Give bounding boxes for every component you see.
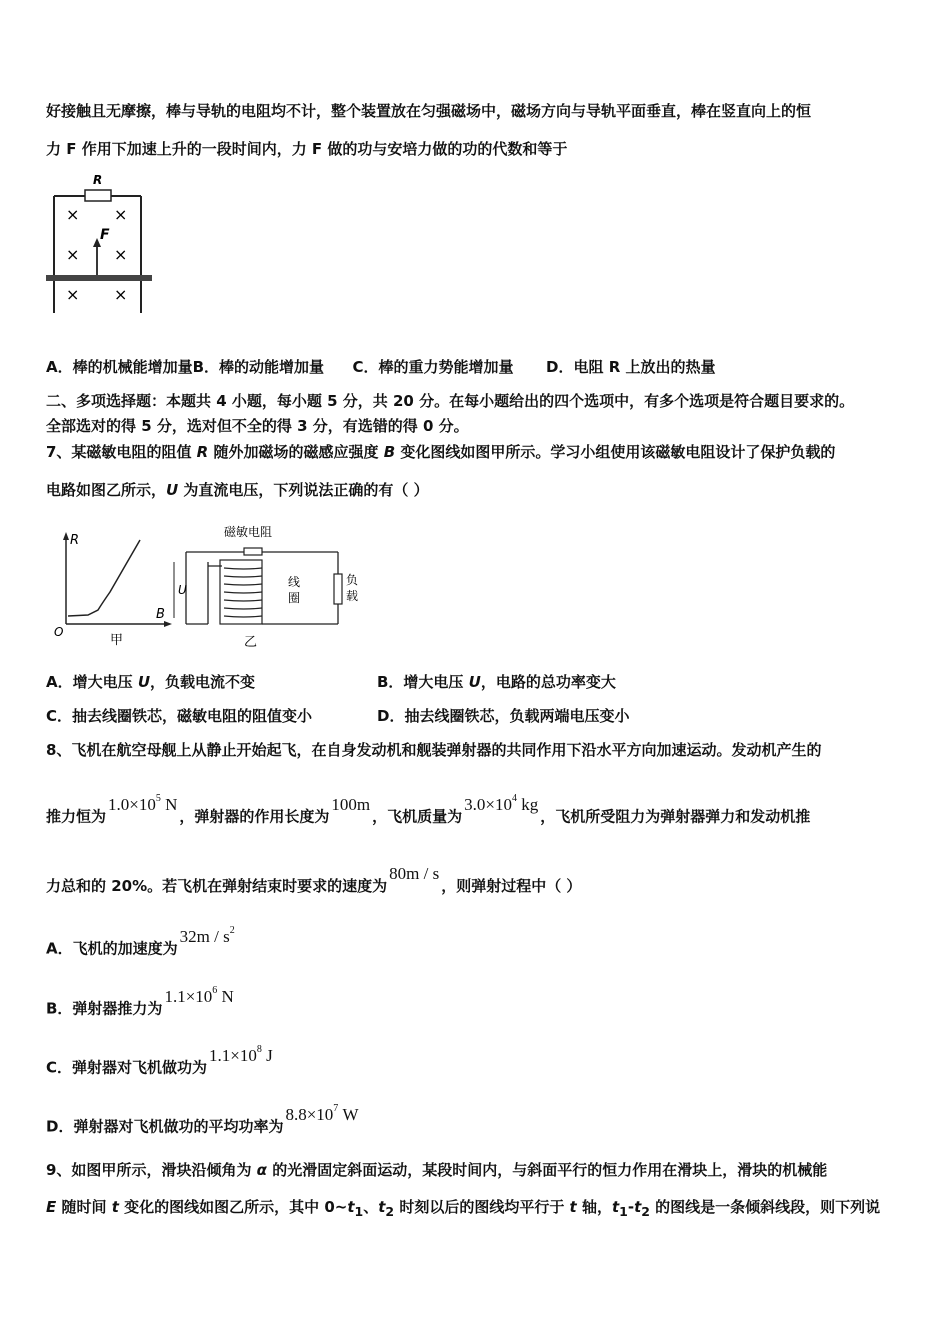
load-label: 载 (346, 589, 359, 603)
q8-text-line3: 力总和的 20%。若飞机在弹射结束时要求的速度为80m / s，则弹射过程中（ ） (46, 864, 582, 895)
voltage-label: U (178, 583, 187, 597)
q9-text-line1: 9、如图甲所示，滑块沿倾角为 α 的光滑固定斜面运动，某段时间内，与斜面平行的恒力作用在滑块上，滑块的机械能 (46, 1161, 828, 1179)
q6-option-a[interactable]: A．棒的机械能增加量 (46, 358, 193, 376)
q8-option-a[interactable]: A．飞机的加速度为$32m / s^2$ (46, 925, 235, 958)
graph-caption: 甲 (110, 633, 124, 648)
field-mark: × (66, 245, 80, 264)
force-label: F (100, 227, 110, 243)
field-mark: × (114, 245, 128, 264)
graph-x-axis-label: B (156, 607, 165, 622)
graph-y-axis-label: R (70, 533, 80, 548)
q8-option-c[interactable]: C．弹射器对飞机做功为$1.1\times 10^8$ J (46, 1044, 273, 1077)
section2-heading-line2: 全部选对的得 5 分，选对但不全的得 3 分，有选错的得 0 分。 (46, 417, 469, 435)
thrust-value: $1.0\times 10^5$ N (108, 793, 178, 814)
field-mark: × (66, 205, 80, 224)
coil-label: 圈 (288, 591, 301, 605)
field-mark: × (114, 285, 128, 304)
q8-text-line1: 8、飞机在航空母舰上从静止开始起飞，在自身发动机和舰装弹射器的共同作用下沿水平方向加速运动。发动机产生的 (46, 741, 822, 759)
section2-heading-line1: 二、多项选择题：本题共 4 小题，每小题 5 分，共 20 分。在每小题给出的四个选项中，有多个选项是符合题目要求的。 (46, 392, 855, 410)
length-value: 100m (331, 794, 371, 814)
q7-text-line1: 7、某磁敏电阻的阻值 R 随外加磁场的磁感应强度 B 变化图线如图甲所示。学习小组使用该磁敏电阻设计了保护负载的 (46, 443, 836, 461)
load-symbol (334, 574, 342, 604)
q9-text-line2: E 随时间 t 变化的图线如图乙所示，其中 $0\sim t_1$、$t_2$ 时刻以后的图线均平行于 t 轴，$t_1-t_2$ 的图线是一条倾斜线段，则下列说 (46, 1198, 881, 1219)
q7-option-c[interactable]: C．抽去线圈铁芯，磁敏电阻的阻值变小 (46, 707, 313, 725)
q6-text-line1: 好接触且无摩擦，棒与导轨的电阻均不计，整个装置放在匀强磁场中，磁场方向与导轨平面垂直，棒在竖直向上的恒 (46, 102, 812, 120)
coil-winding (208, 566, 262, 617)
field-mark: × (114, 205, 128, 224)
q7-text-line2: 电路如图乙所示，U 为直流电压，下列说法正确的有（ ） (46, 481, 429, 499)
q8-option-b[interactable]: B．弹射器推力为$1.1\times 10^6$ N (46, 985, 234, 1018)
q7-figure (48, 522, 368, 652)
metal-rod (46, 275, 152, 281)
field-mark: × (66, 285, 80, 304)
magnetoresistor-symbol (244, 548, 262, 555)
resistance-curve (68, 540, 140, 616)
graph-origin-label: O (54, 625, 64, 639)
q7-option-d[interactable]: D．抽去线圈铁芯，负载两端电压变小 (377, 707, 630, 725)
q6-text-line2: 力 F 作用下加速上升的一段时间内，力 F 做的功与安培力做的功的代数和等于 (46, 140, 568, 158)
q6-option-d[interactable]: D．电阻 R 上放出的热量 (546, 358, 716, 376)
load-label: 负 (346, 573, 359, 587)
q7-option-b[interactable]: B．增大电压 U，电路的总功率变大 (377, 673, 616, 691)
coil-label: 线 (288, 575, 301, 589)
q8-text-line2: 推力恒为$1.0\times 10^5$ N，弹射器的作用长度为100m，飞机质量为$3.0\times 10^4$ kg，飞机所受阻力为弹射器弹力和发动机推 (46, 793, 811, 826)
speed-value: 80m / s (389, 864, 440, 883)
q6-option-c[interactable]: C．棒的重力势能增加量 (352, 358, 514, 376)
circuit-caption: 乙 (244, 635, 258, 650)
magnetoresistor-label: 磁敏电阻 (224, 525, 273, 539)
q6-option-b[interactable]: B．棒的动能增加量 (192, 358, 325, 376)
q6-figure (40, 168, 160, 318)
resistor-symbol (85, 190, 111, 201)
q7-option-a[interactable]: A．增大电压 U，负载电流不变 (46, 673, 256, 691)
q8-option-d[interactable]: D．弹射器对飞机做功的平均功率为$8.8\times 10^7$ W (46, 1103, 359, 1136)
resistor-label: R (93, 173, 103, 187)
mass-value: $3.0\times 10^4$ kg (464, 793, 539, 814)
q6-options (46, 357, 908, 377)
